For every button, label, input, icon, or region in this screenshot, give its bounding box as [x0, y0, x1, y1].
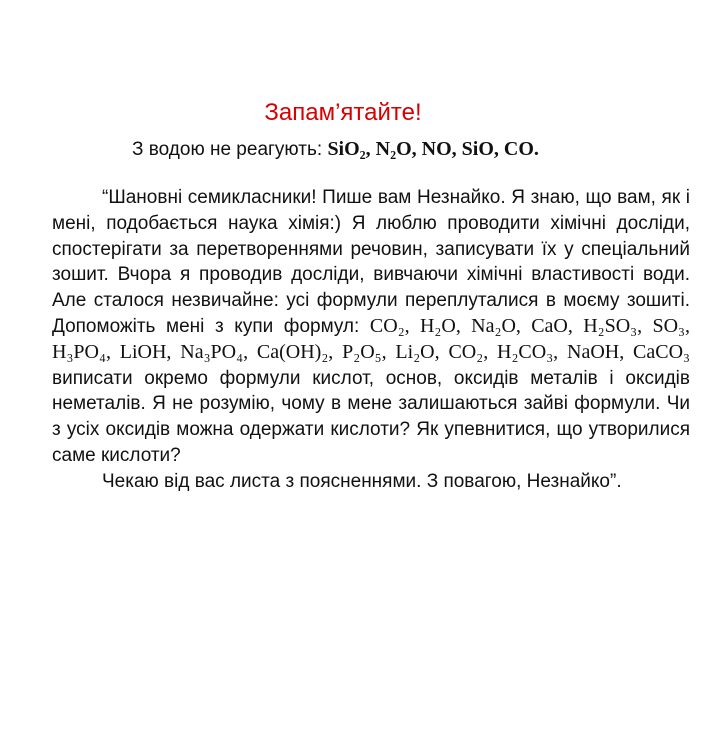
letter-body: [52, 185, 690, 495]
non-reacting-note: [132, 138, 539, 161]
letter-request: виписати окремо формули кислот, основ, оксидів металів і оксидів неметалів. Я не розумію, чому в мене залишаються зайві формули. Чи з усіх оксидів можна одержати кислоти? Як упевнитися, що утворилися саме кислоти?: [52, 367, 690, 466]
letter-paragraph-1: [52, 185, 690, 469]
note-formulas: SiO₂, N₂O, NO, SiO, CO.: [327, 138, 539, 160]
letter-intro: “Шановні семикласники! Пише вам Незнайко. Я знаю, що вам, як і мені, подобається наука хімія:) Я люблю проводити хімічні досліди, спостерігати за перетвореннями речовин, записувати їх у спеціальний зошит. Вчора я проводив досліди, вивчаючи хімічні властивості води. Але сталося незвичайне: усі формули переплуталися в моєму зошиті. Допоможіть мені з купи формул:: [52, 187, 690, 337]
note-prefix: З водою не реагують:: [132, 139, 328, 160]
page-title: Запам’ятайте!: [264, 99, 422, 126]
formula-list: CO₂, H₂O, Na₂O, CaO, H₂SO₃, SO₃, H₃PO₄, LiOH, Na₃PO₄, Ca(OH)₂, P₂O₅, Li₂O, CO₂, H₂CO₃, NaOH, CaCO₃: [52, 314, 691, 363]
letter-closing: Чекаю від вас листа з поясненнями. З повагою, Незнайко”.: [102, 470, 622, 492]
